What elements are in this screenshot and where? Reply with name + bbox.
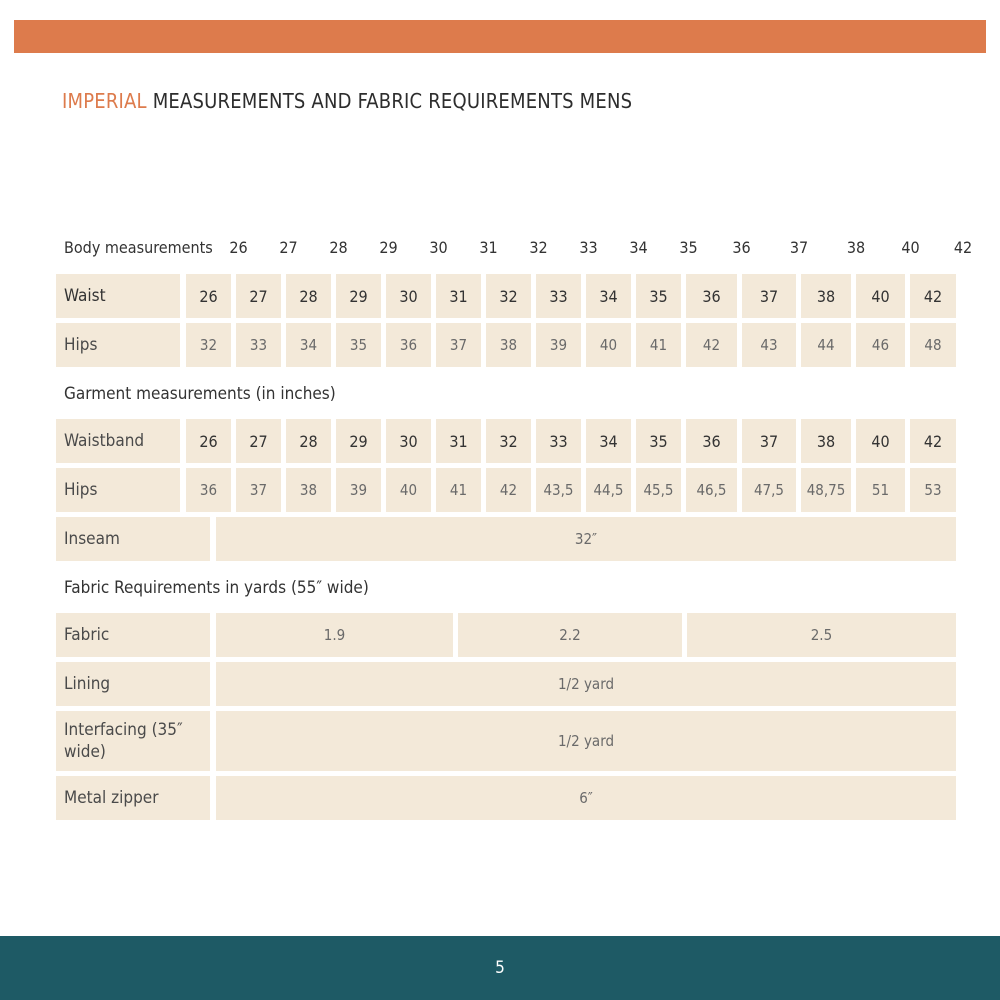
fabric-section-title: Fabric Requirements in yards (55″ wide) xyxy=(64,578,369,598)
waist-cell: 40 xyxy=(856,274,905,318)
size-header-cell: 37 xyxy=(789,237,809,257)
lining-label: Lining xyxy=(56,662,210,706)
fabric-value-3: 2.5 xyxy=(687,613,956,657)
body-hips-cell: 44 xyxy=(801,323,851,367)
waistband-cell: 30 xyxy=(386,419,431,463)
garment-hips-cell: 41 xyxy=(436,468,481,512)
waist-cell: 28 xyxy=(286,274,331,318)
interfacing-label: Interfacing (35″ wide) xyxy=(56,711,210,771)
fabric-value-2: 2.2 xyxy=(458,613,682,657)
waist-cell: 35 xyxy=(636,274,681,318)
body-header-row xyxy=(56,225,973,269)
body-hips-cell: 39 xyxy=(536,323,581,367)
size-header-cell: 30 xyxy=(429,237,448,257)
body-hips-cell: 35 xyxy=(336,323,381,367)
header-accent-bar xyxy=(14,20,986,53)
lining-row xyxy=(56,662,956,706)
waistband-row xyxy=(56,419,956,463)
waistband-cell: 33 xyxy=(536,419,581,463)
waistband-cell: 36 xyxy=(686,419,737,463)
size-header-cell: 26 xyxy=(229,237,248,257)
waist-cell: 38 xyxy=(801,274,851,318)
waistband-cell: 31 xyxy=(436,419,481,463)
waist-cell: 31 xyxy=(436,274,481,318)
size-header-cell: 32 xyxy=(529,237,548,257)
waist-cell: 33 xyxy=(536,274,581,318)
size-header-cell: 38 xyxy=(846,237,866,257)
fabric-row xyxy=(56,613,956,657)
body-hips-cell: 46 xyxy=(856,323,905,367)
zipper-label: Metal zipper xyxy=(56,776,210,820)
garment-hips-cell: 45,5 xyxy=(636,468,681,512)
garment-hips-cell: 46,5 xyxy=(686,468,737,512)
waistband-cell: 35 xyxy=(636,419,681,463)
size-header-cell: 40 xyxy=(901,237,920,257)
body-hips-cell: 43 xyxy=(742,323,796,367)
zipper-value: 6″ xyxy=(216,776,956,820)
interfacing-value: 1/2 yard xyxy=(216,711,956,771)
size-header-cell: 29 xyxy=(379,237,398,257)
measurements-table xyxy=(56,225,973,825)
body-hips-cell: 42 xyxy=(686,323,737,367)
body-hips-cell: 32 xyxy=(186,323,231,367)
lining-value: 1/2 yard xyxy=(216,662,956,706)
garment-hips-label: Hips xyxy=(56,468,180,512)
size-header-cell: 27 xyxy=(279,237,298,257)
interfacing-row xyxy=(56,711,956,771)
waistband-cell: 38 xyxy=(801,419,851,463)
waist-cell: 27 xyxy=(236,274,281,318)
fabric-value-1: 1.9 xyxy=(216,613,453,657)
waistband-cell: 37 xyxy=(742,419,796,463)
body-hips-label: Hips xyxy=(56,323,180,367)
waist-cell: 32 xyxy=(486,274,531,318)
zipper-row xyxy=(56,776,956,820)
body-measurements-label: Body measurements xyxy=(64,237,213,257)
waistband-cell: 40 xyxy=(856,419,905,463)
size-header-cell: 31 xyxy=(479,237,498,257)
waist-cell: 42 xyxy=(910,274,956,318)
body-hips-cell: 41 xyxy=(636,323,681,367)
waistband-label: Waistband xyxy=(56,419,180,463)
waistband-cell: 42 xyxy=(910,419,956,463)
size-header-cell: 42 xyxy=(953,237,973,257)
garment-hips-row xyxy=(56,468,956,512)
waistband-cell: 29 xyxy=(336,419,381,463)
waist-cell: 26 xyxy=(186,274,231,318)
garment-hips-cell: 48,75 xyxy=(801,468,851,512)
garment-hips-cell: 51 xyxy=(856,468,905,512)
size-header-cell: 34 xyxy=(629,237,648,257)
garment-hips-cell: 43,5 xyxy=(536,468,581,512)
waist-label: Waist xyxy=(56,274,180,318)
body-hips-cell: 48 xyxy=(910,323,956,367)
size-header-cell: 35 xyxy=(679,237,698,257)
fabric-label: Fabric xyxy=(56,613,210,657)
garment-hips-cell: 47,5 xyxy=(742,468,796,512)
body-hips-cell: 40 xyxy=(586,323,631,367)
size-header-cell: 33 xyxy=(579,237,598,257)
inseam-row xyxy=(56,517,956,561)
page-footer xyxy=(0,936,1000,1000)
garment-hips-cell: 39 xyxy=(336,468,381,512)
title-rest: MEASUREMENTS AND FABRIC REQUIREMENTS MENS xyxy=(146,89,633,113)
garment-hips-cell: 36 xyxy=(186,468,231,512)
garment-section-title: Garment measurements (in inches) xyxy=(64,384,336,404)
body-hips-cell: 33 xyxy=(236,323,281,367)
waistband-cell: 26 xyxy=(186,419,231,463)
inseam-value: 32″ xyxy=(216,517,956,561)
body-hips-cell: 34 xyxy=(286,323,331,367)
garment-hips-cell: 44,5 xyxy=(586,468,631,512)
waist-cell: 30 xyxy=(386,274,431,318)
page-title xyxy=(62,89,632,113)
size-header-cell: 36 xyxy=(732,237,751,257)
page-number: 5 xyxy=(495,958,505,978)
body-hips-row xyxy=(56,323,956,367)
waistband-cell: 34 xyxy=(586,419,631,463)
title-accent: IMPERIAL xyxy=(62,89,147,113)
garment-hips-cell: 37 xyxy=(236,468,281,512)
garment-hips-cell: 42 xyxy=(486,468,531,512)
waist-cell: 37 xyxy=(742,274,796,318)
waistband-cell: 27 xyxy=(236,419,281,463)
waist-cell: 34 xyxy=(586,274,631,318)
waistband-cell: 28 xyxy=(286,419,331,463)
garment-hips-cell: 38 xyxy=(286,468,331,512)
size-header-cell: 28 xyxy=(329,237,348,257)
garment-hips-cell: 40 xyxy=(386,468,431,512)
body-hips-cell: 36 xyxy=(386,323,431,367)
inseam-label: Inseam xyxy=(56,517,210,561)
waist-cell: 29 xyxy=(336,274,381,318)
waist-row xyxy=(56,274,956,318)
waist-cell: 36 xyxy=(686,274,737,318)
body-hips-cell: 37 xyxy=(436,323,481,367)
body-hips-cell: 38 xyxy=(486,323,531,367)
garment-hips-cell: 53 xyxy=(910,468,956,512)
waistband-cell: 32 xyxy=(486,419,531,463)
